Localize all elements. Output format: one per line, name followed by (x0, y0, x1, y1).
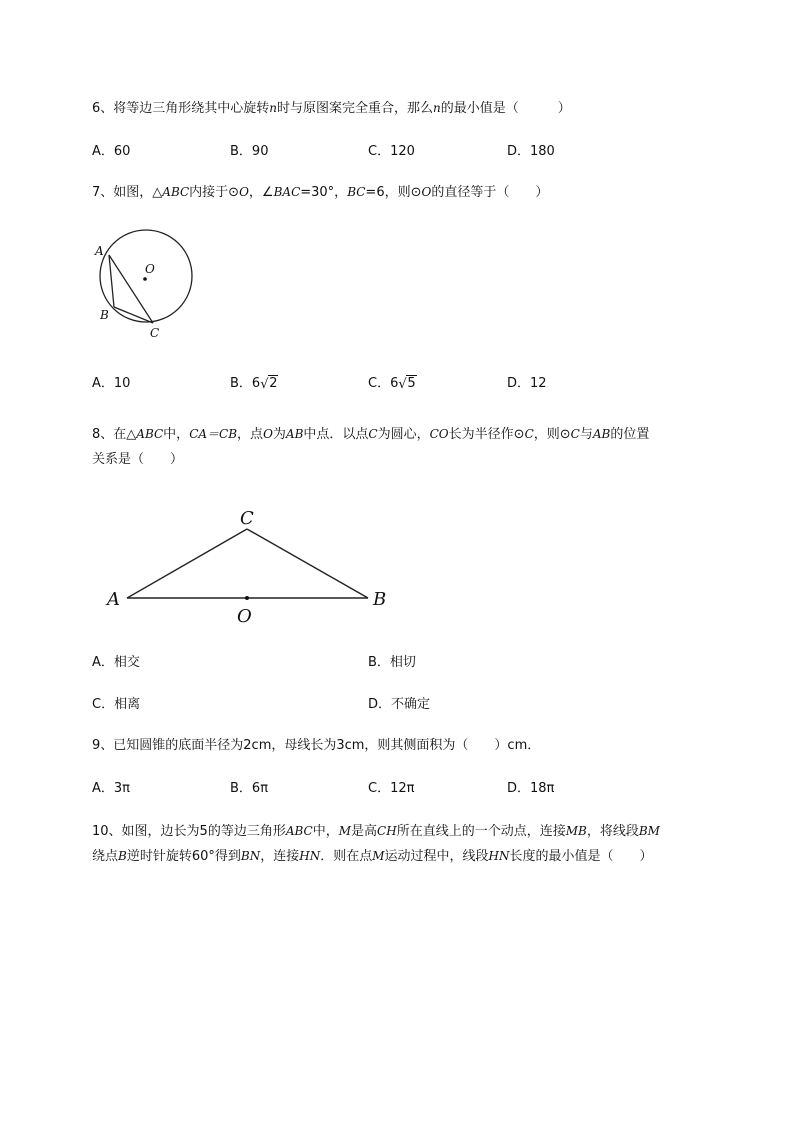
q7-option-a: A．10 (92, 376, 131, 391)
q7-label-o: O (145, 262, 155, 276)
q8-side-ca (127, 529, 247, 598)
question-10-stem: 10、如图，边长为5的等边三角形ABC中，M是高CH所在直线上的一个动点，连接MB，将线段BM (92, 824, 660, 839)
q9-option-c: C．12π (368, 781, 415, 796)
sqrt-symbol: √ 2 (260, 376, 278, 392)
question-6-stem: 6、将等边三角形绕其中心旋转n时与原图案完全重合，那么n的最小值是（ ） (92, 101, 571, 116)
question-8-stem-line2: 关系是（ ） (92, 452, 184, 467)
q7-option-b: B．6 √ 2 (230, 376, 278, 392)
q8-midpoint-o (245, 596, 249, 600)
q8-side-cb (247, 529, 368, 598)
q7-label-b: B (100, 308, 109, 322)
q8-label-c: C (240, 508, 254, 529)
question-7-stem: 7、如图，△ABC内接于⊙O，∠BAC=30°，BC=6，则⊙O的直径等于（ ） (92, 185, 549, 200)
sqrt-symbol: √ 5 (398, 376, 416, 392)
q7-circle-figure (88, 226, 203, 344)
q7-center-point (143, 277, 147, 281)
q8-triangle-figure (100, 500, 400, 630)
q7-option-c: C．6 √ 5 (368, 376, 416, 392)
q7-label-c: C (150, 326, 160, 340)
q8-option-a: A．相交 (92, 655, 140, 670)
q6-option-d: D．180 (507, 144, 555, 159)
q6-option-b: B．90 (230, 144, 269, 159)
q8-option-c: C．相离 (92, 697, 141, 712)
q8-option-d: D．不确定 (368, 697, 431, 712)
question-10-stem-line2: 绕点B逆时针旋转60°得到BN，连接HN．则在点M运动过程中，线段HN长度的最小值是（ ） (92, 849, 653, 864)
question-9-stem: 9、已知圆锥的底面半径为2cm，母线长为3cm，则其侧面积为（ ）cm． (92, 738, 541, 753)
q6-option-c: C．120 (368, 144, 415, 159)
q9-option-b: B．6π (230, 781, 269, 796)
q8-label-b: B (373, 589, 387, 610)
q8-label-a: A (107, 589, 120, 610)
q7-label-a: A (95, 244, 104, 258)
q6-option-a: A．60 (92, 144, 131, 159)
q7-option-d: D．12 (507, 376, 547, 391)
q9-option-d: D．18π (507, 781, 555, 796)
q8-option-b: B．相切 (368, 655, 416, 670)
q8-label-o: O (237, 606, 252, 627)
q9-option-a: A．3π (92, 781, 130, 796)
q7-chord-ab (109, 255, 114, 307)
q7-circle (100, 230, 192, 322)
question-8-stem: 8、在△ABC中，CA＝CB，点O为AB中点．以点C为圆心，CO长为半径作⊙C，则⊙C与AB的位置 (92, 427, 650, 442)
